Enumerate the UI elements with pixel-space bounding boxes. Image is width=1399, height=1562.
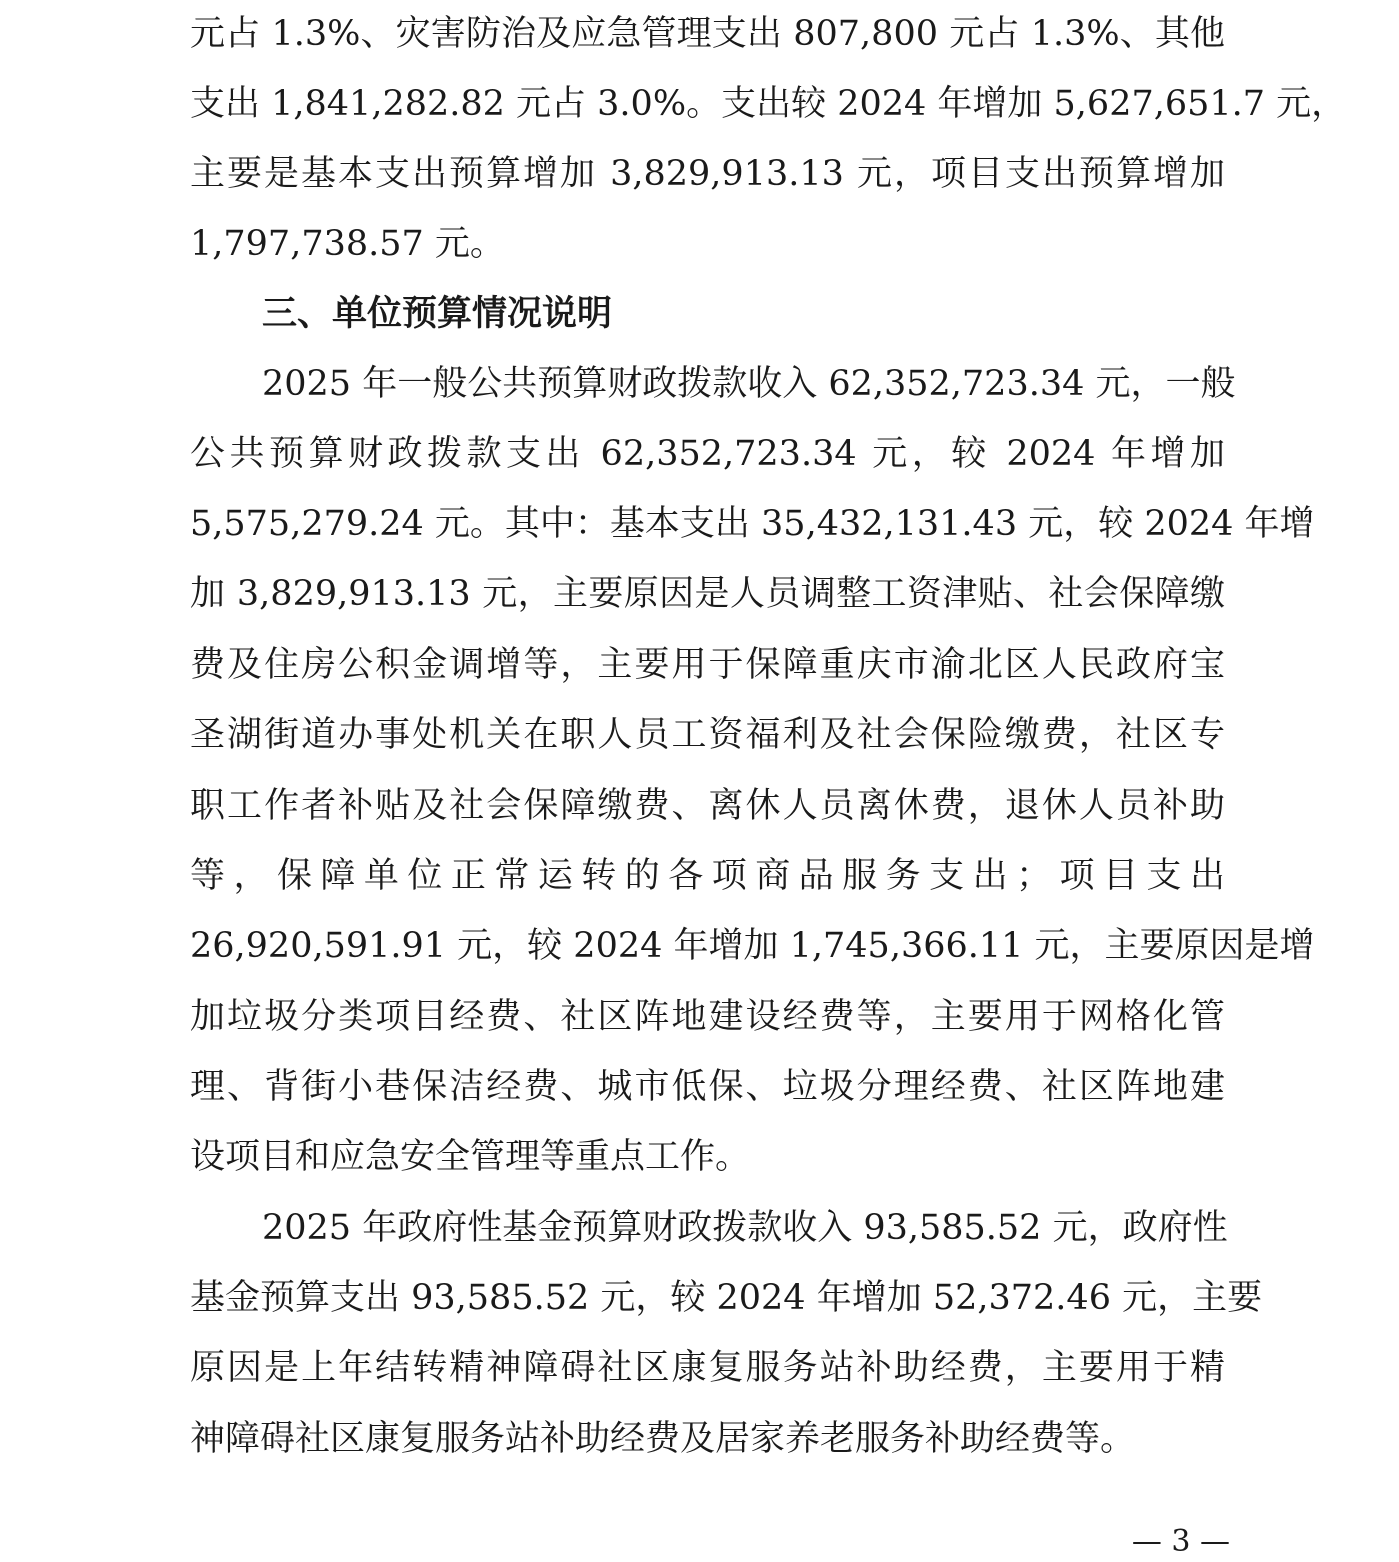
paragraph-2-line-9: 26,920,591.91 元，较 2024 年增加 1,745,366.11 元，主要原因是增 [190,926,1315,966]
document-page [190,0,1347,1554]
paragraph-3-line-2: 基金预算支出 93,585.52 元，较 2024 年增加 52,372.46 元，主要 [190,1278,1263,1318]
paragraph-2-line-1: 2025 年一般公共预算财政拨款收入 62,352,723.34 元，一般 [262,364,1236,404]
paragraph-3-line-1: 2025 年政府性基金预算财政拨款收入 93,585.52 元，政府性 [262,1208,1228,1248]
paragraph-2-line-2: 公共预算财政拨款支出 62,352,723.34 元，较 2024 年增加 [190,434,1225,474]
paragraph-3-line-3: 原因是上年结转精神障碍社区康复服务站补助经费，主要用于精 [190,1348,1225,1388]
paragraph-2-line-10: 加垃圾分类项目经费、社区阵地建设经费等，主要用于网格化管 [190,997,1225,1037]
paragraph-1-line-2: 支出 1,841,282.82 元占 3.0%。支出较 2024 年增加 5,627,651.7 元， [190,84,1347,124]
paragraph-2-line-3: 5,575,279.24 元。其中：基本支出 35,432,131.43 元，较 2024 年增 [190,504,1315,544]
paragraph-2-line-5: 费及住房公积金调增等，主要用于保障重庆市渝北区人民政府宝 [190,645,1225,685]
paragraph-3-line-4: 神障碍社区康复服务站补助经费及居家养老服务补助经费等。 [190,1419,1136,1459]
paragraph-2-line-4: 加 3,829,913.13 元，主要原因是人员调整工资津贴、社会保障缴 [190,574,1225,614]
paragraph-1-line-1: 元占 1.3%、灾害防治及应急管理支出 807,800 元占 1.3%、其他 [190,14,1225,54]
section-heading: 三、单位预算情况说明 [262,294,613,334]
paragraph-1-line-3: 主要是基本支出预算增加 3,829,913.13 元，项目支出预算增加 [190,154,1225,194]
paragraph-2-line-11: 理、背街小巷保洁经费、城市低保、垃圾分理经费、社区阵地建 [190,1067,1225,1107]
paragraph-2-line-6: 圣湖街道办事处机关在职人员工资福利及社会保险缴费，社区专 [190,715,1225,755]
page-number: — 3 — [1131,1524,1230,1559]
paragraph-2-line-7: 职工作者补贴及社会保障缴费、离休人员离休费，退休人员补助 [190,786,1225,826]
paragraph-2-line-12: 设项目和应急安全管理等重点工作。 [190,1137,751,1177]
paragraph-2-line-8: 等，保障单位正常运转的各项商品服务支出；项目支出 [190,856,1225,896]
paragraph-1-line-4: 1,797,738.57 元。 [190,224,505,264]
